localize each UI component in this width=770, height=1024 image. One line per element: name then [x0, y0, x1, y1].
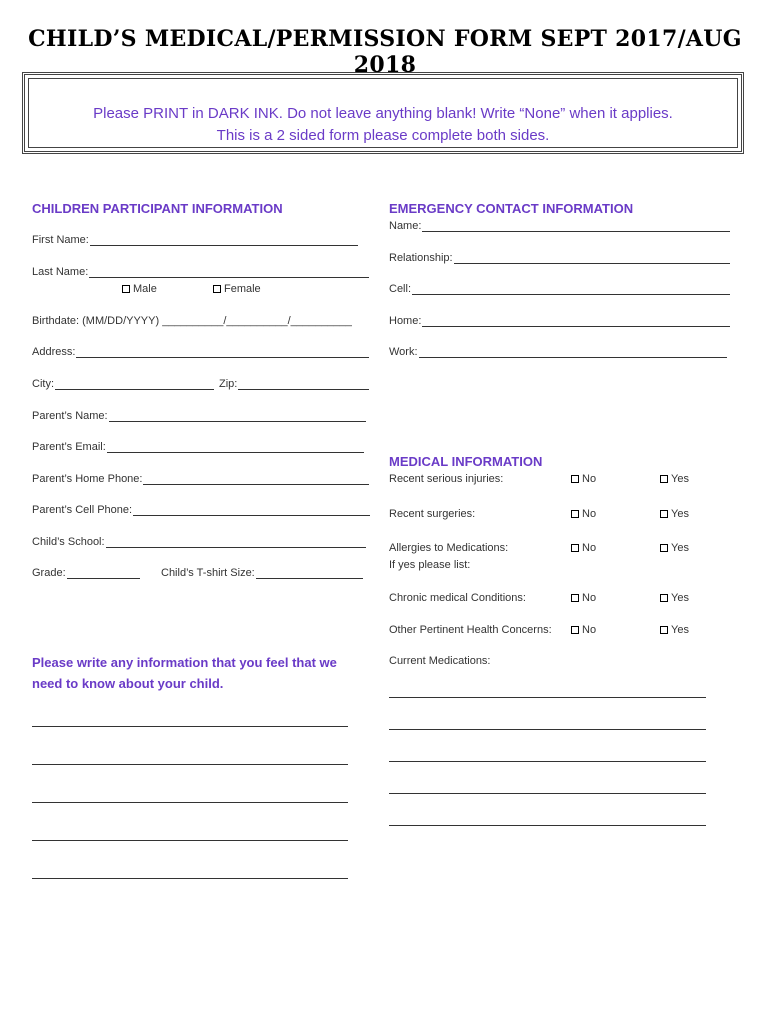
chronic-conditions-label: Chronic medical Conditions:	[389, 592, 526, 604]
last-name-field[interactable]: Last Name:	[32, 266, 369, 278]
zip-field[interactable]: Zip:	[219, 378, 369, 390]
medications-line[interactable]	[389, 729, 706, 730]
medications-line[interactable]	[389, 761, 706, 762]
notes-line[interactable]	[32, 840, 348, 841]
checkbox-icon	[660, 475, 668, 483]
chronic-no-checkbox[interactable]: No	[571, 592, 596, 604]
injuries-yes-checkbox[interactable]: Yes	[660, 473, 689, 485]
current-medications-label: Current Medications:	[389, 655, 491, 667]
address-field[interactable]: Address:	[32, 346, 369, 358]
parent-email-field[interactable]: Parent’s Email:	[32, 441, 364, 453]
surgeries-yes-checkbox[interactable]: Yes	[660, 508, 689, 520]
school-field[interactable]: Child’s School:	[32, 536, 366, 548]
recent-injuries-label: Recent serious injuries:	[389, 473, 504, 485]
form-title: CHILD’S MEDICAL/PERMISSION FORM SEPT 2017/AUG 2018	[28, 26, 742, 78]
checkbox-icon	[571, 544, 579, 552]
surgeries-no-checkbox[interactable]: No	[571, 508, 596, 520]
checkbox-icon	[213, 285, 221, 293]
male-checkbox[interactable]: Male	[122, 283, 157, 295]
checkbox-icon	[571, 626, 579, 634]
checkbox-icon	[571, 475, 579, 483]
emergency-work-field[interactable]: Work:	[389, 346, 727, 358]
other-concerns-label: Other Pertinent Health Concerns:	[389, 624, 552, 636]
checkbox-icon	[571, 510, 579, 518]
allergies-label: Allergies to Medications:	[389, 542, 509, 554]
participant-heading: CHILDREN PARTICIPANT INFORMATION	[32, 201, 283, 216]
grade-field[interactable]: Grade:	[32, 567, 140, 579]
medications-line[interactable]	[389, 697, 706, 698]
medications-line[interactable]	[389, 793, 706, 794]
emergency-relationship-field[interactable]: Relationship:	[389, 252, 730, 264]
parent-name-field[interactable]: Parent’s Name:	[32, 410, 366, 422]
female-checkbox[interactable]: Female	[213, 283, 261, 295]
other-yes-checkbox[interactable]: Yes	[660, 624, 689, 636]
allergies-list-label: If yes please list:	[389, 559, 471, 571]
checkbox-icon	[660, 510, 668, 518]
chronic-yes-checkbox[interactable]: Yes	[660, 592, 689, 604]
medications-line[interactable]	[389, 825, 706, 826]
emergency-heading: EMERGENCY CONTACT INFORMATION	[389, 201, 634, 216]
checkbox-icon	[660, 544, 668, 552]
medical-heading: MEDICAL INFORMATION	[389, 454, 543, 469]
recent-surgeries-label: Recent surgeries:	[389, 508, 476, 520]
checkbox-icon	[660, 594, 668, 602]
parent-cell-phone-field[interactable]: Parent’s Cell Phone:	[32, 504, 370, 516]
allergies-no-checkbox[interactable]: No	[571, 542, 596, 554]
checkbox-icon	[571, 594, 579, 602]
notes-line[interactable]	[32, 878, 348, 879]
notes-line[interactable]	[32, 726, 348, 727]
tshirt-size-field[interactable]: Child’s T-shirt Size:	[161, 567, 363, 579]
injuries-no-checkbox[interactable]: No	[571, 473, 596, 485]
birthdate-field[interactable]: Birthdate: (MM/DD/YYYY) __________/__________/__________	[32, 315, 352, 327]
emergency-name-field[interactable]: Name:	[389, 220, 730, 232]
city-field[interactable]: City:	[32, 378, 214, 390]
instructions-box	[22, 72, 744, 154]
parent-home-phone-field[interactable]: Parent’s Home Phone:	[32, 473, 369, 485]
checkbox-icon	[660, 626, 668, 634]
instructions-line-2: This is a 2 sided form please complete both sides.	[216, 127, 550, 144]
allergies-yes-checkbox[interactable]: Yes	[660, 542, 689, 554]
additional-info-prompt: Please write any information that you feel that we need to know about your child.	[32, 655, 337, 691]
emergency-cell-field[interactable]: Cell:	[389, 283, 730, 295]
other-no-checkbox[interactable]: No	[571, 624, 596, 636]
checkbox-icon	[122, 285, 130, 293]
instructions-line-1: Please PRINT in DARK INK. Do not leave anything blank! Write “None” when it applies.	[93, 105, 673, 122]
first-name-field[interactable]: First Name:	[32, 234, 358, 246]
notes-line[interactable]	[32, 802, 348, 803]
notes-line[interactable]	[32, 764, 348, 765]
emergency-home-field[interactable]: Home:	[389, 315, 730, 327]
